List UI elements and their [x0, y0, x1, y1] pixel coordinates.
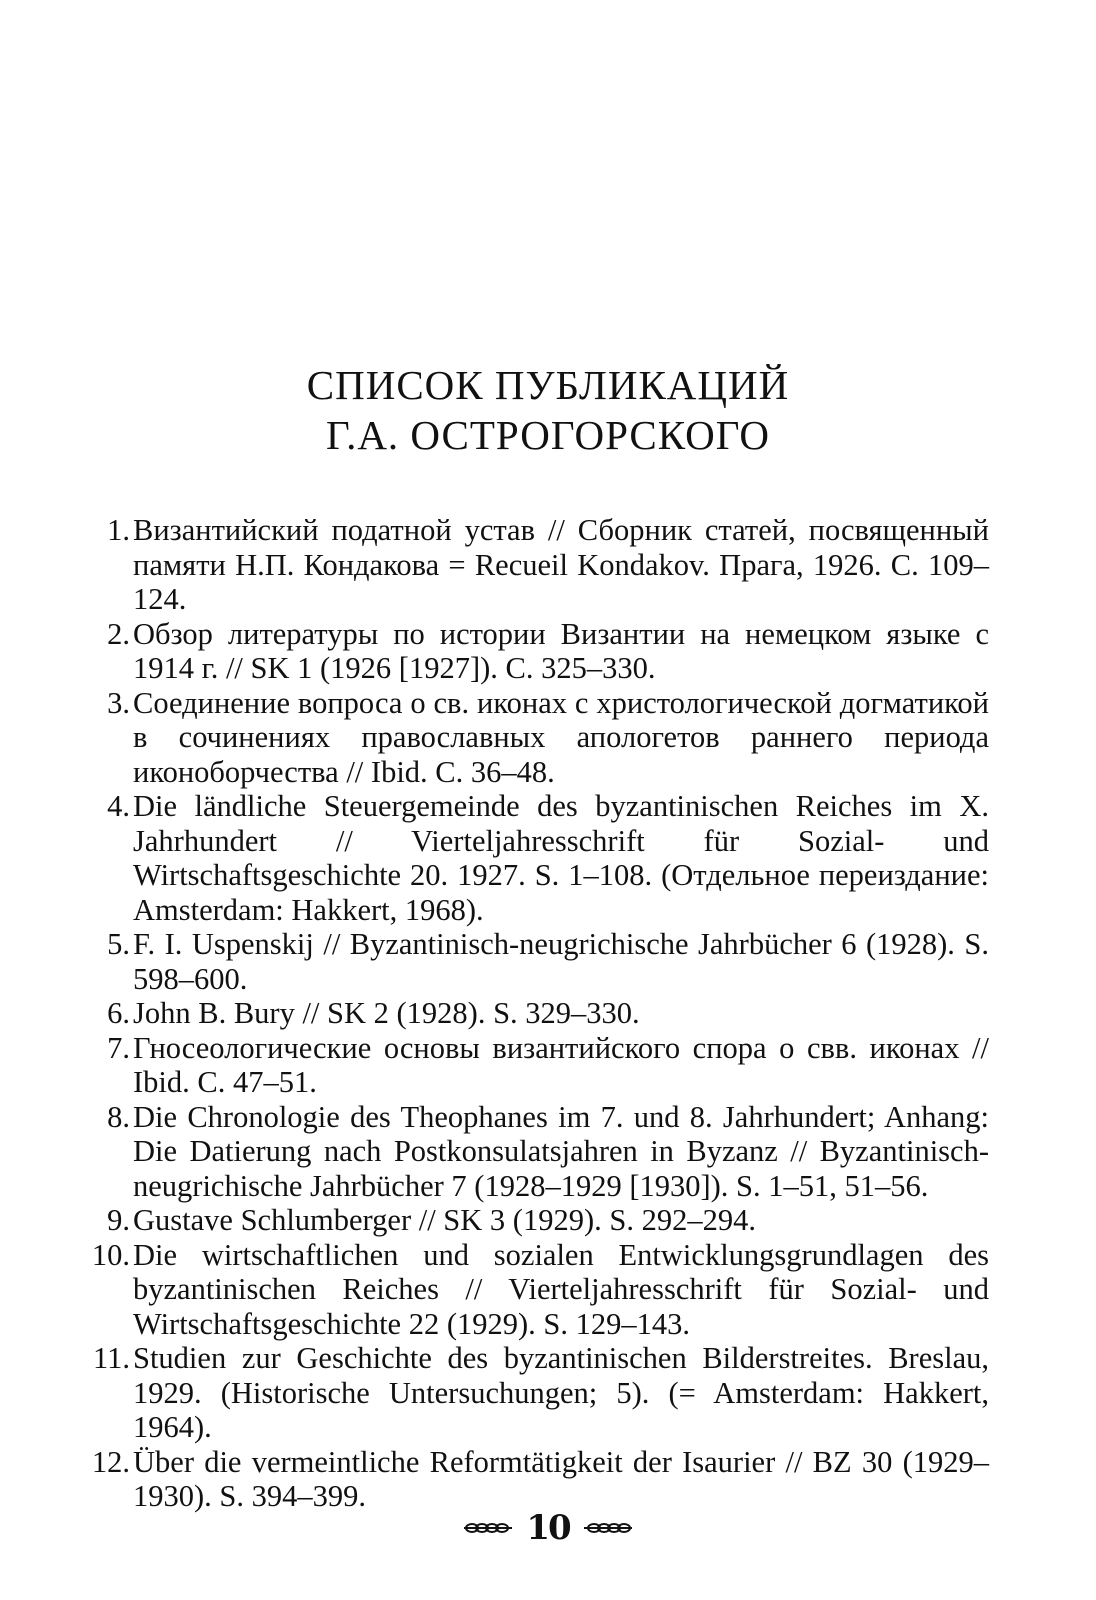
- item-number: 4.: [107, 789, 130, 823]
- item-text: F. I. Uspenskij // Byzantinisch-neugrichische Jahrbücher 6 (1928). S. 598–600.: [133, 927, 989, 996]
- list-item: [84, 1341, 989, 1445]
- item-number: 7.: [107, 1030, 130, 1065]
- item-text: Византийский податной устав // Сборник статей, посвященный памяти Н.П. Кондакова = Recueil Kondakov. Прага, 1926. С. 109–124.: [133, 513, 989, 616]
- list-item: [84, 617, 989, 686]
- item-text: Гносеологические основы византийского спора о свв. иконах // Ibid. С. 47–51.: [133, 1030, 989, 1099]
- list-item: [84, 1445, 989, 1514]
- item-number: 10.: [91, 1237, 130, 1272]
- list-item: [84, 1100, 989, 1204]
- list-item: [84, 513, 989, 617]
- list-item: [84, 927, 989, 996]
- list-item: [84, 1238, 989, 1342]
- page-title-line-1: СПИСОК ПУБЛИКАЦИЙ: [306, 362, 790, 408]
- knot-ornament-icon: [584, 1521, 632, 1535]
- page-title: [0, 360, 1096, 460]
- page-footer: [0, 1508, 1096, 1548]
- list-item: [84, 686, 989, 790]
- item-text: Die ländliche Steuergemeinde des byzantinischen Reiches im X. Jahrhundert // Vierteljahresschrift für Sozial- und Wirtschaftsgeschichte 20. 1927. S. 1–108. (Отдельное переиздание: Amsterdam: Hakkert, 1968).: [133, 789, 989, 927]
- item-text: Обзор литературы по истории Византии на немецком языке с 1914 г. // SK 1 (1926 [1927]). С. 325–330.: [133, 616, 989, 685]
- list-item: [84, 1031, 989, 1100]
- item-number: 1.: [107, 513, 130, 547]
- item-text: John B. Bury // SK 2 (1928). S. 329–330.: [133, 996, 640, 1030]
- list-item: [84, 1203, 989, 1238]
- publication-list: [84, 513, 989, 1514]
- page-title-line-2: Г.А. ОСТРОГОРСКОГО: [325, 412, 770, 458]
- item-text: Studien zur Geschichte des byzantinischen Bilderstreites. Breslau, 1929. (Historische Untersuchungen; 5). (= Amsterdam: Hakkert, 1964).: [133, 1341, 989, 1444]
- knot-ornament-icon: [464, 1521, 512, 1535]
- page-number: 10: [526, 1508, 570, 1548]
- item-text: Die wirtschaftlichen und sozialen Entwicklungsgrundlagen des byzantinischen Reiches // Vierteljahresschrift für Sozial- und Wirtschaftsgeschichte 22 (1929). S. 129–143.: [133, 1237, 989, 1341]
- item-text: Die Chronologie des Theophanes im 7. und 8. Jahrhundert; Anhang: Die Datierung nach Postkonsulatsjahren in Byzanz // Byzantinisch-neugrichische Jahrbücher 7 (1928–1929 [1930]). S. 1–51, 51–56.: [133, 1099, 989, 1203]
- list-item: [84, 789, 989, 927]
- item-number: 3.: [107, 685, 130, 720]
- item-number: 12.: [91, 1444, 130, 1479]
- item-text: Gustave Schlumberger // SK 3 (1929). S. 292–294.: [133, 1203, 756, 1237]
- item-number: 9.: [107, 1203, 130, 1237]
- item-number: 6.: [107, 996, 130, 1030]
- item-number: 2.: [107, 616, 130, 651]
- item-number: 5.: [107, 927, 130, 961]
- list-item: [84, 996, 989, 1031]
- item-number: 8.: [107, 1099, 130, 1134]
- item-number: 11.: [93, 1341, 130, 1375]
- item-text: Über die vermeintliche Reformtätigkeit der Isaurier // BZ 30 (1929–1930). S. 394–399.: [133, 1444, 989, 1513]
- item-text: Соединение вопроса о св. иконах с христологической догматикой в сочинениях православных апологетов раннего периода иконоборчества // Ibid. С. 36–48.: [133, 685, 989, 789]
